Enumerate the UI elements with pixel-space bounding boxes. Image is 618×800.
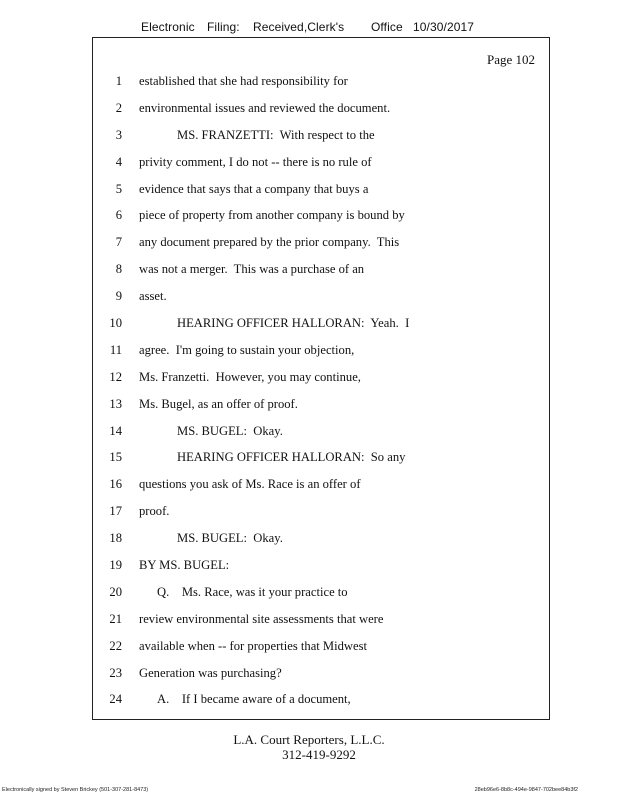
court-reporter-footer [0,732,618,762]
transcript-line [0,471,618,498]
transcript-line [0,149,618,176]
line-number: 16 [109,477,122,492]
line-number: 21 [109,611,122,626]
line-number: 6 [115,208,122,223]
transcript-line [0,418,618,445]
line-number: 1 [115,74,122,88]
line-number: 3 [115,127,122,142]
line-text: Ms. Franzetti. However, you may continue, [139,369,361,384]
transcript-line [0,122,618,149]
line-text: A. If I became aware of a document, [157,692,351,707]
line-text: privity comment, I do not -- there is no rule of [139,154,372,169]
transcript-line [0,176,618,203]
line-text: MS. BUGEL: Okay. [177,423,283,438]
transcript-line [0,202,618,229]
line-number: 11 [109,342,122,357]
transcript-line [0,606,618,633]
line-text: HEARING OFFICER HALLORAN: So any [177,450,406,465]
line-number: 12 [109,369,122,384]
line-text: BY MS. BUGEL: [139,558,230,573]
transcript-line [0,337,618,364]
line-number: 14 [109,423,122,438]
transcript-line [0,444,618,471]
transcript-body [0,68,618,713]
transcript-line [0,391,618,418]
filing-stamp-electronic: Electronic [141,20,195,34]
document-hash: 28eb96e6-8b8c-494e-9847-702bee84b3f2 [474,787,578,793]
line-text: HEARING OFFICER HALLORAN: Yeah. I [177,316,410,331]
line-number: 18 [109,531,122,546]
line-number: 24 [109,692,122,707]
line-text: environmental issues and reviewed the document. [139,100,391,115]
line-number: 13 [109,396,122,411]
line-text: Q. Ms. Race, was it your practice to [157,584,348,599]
transcript-line [0,660,618,687]
line-text: asset. [139,289,167,304]
filing-stamp-office: Office [371,20,403,34]
line-text: established that she had responsibility for [139,74,348,88]
page-number: Page 102 [487,52,536,67]
filing-stamp-date: 10/30/2017 [413,20,475,34]
line-number: 19 [109,558,122,573]
transcript-line [0,95,618,122]
line-text: was not a merger. This was a purchase of an [139,262,365,277]
transcript-line [0,283,618,310]
line-text: review environmental site assessments that were [139,611,384,626]
transcript-line [0,686,618,713]
reporter-company: L.A. Court Reporters, L.L.C. [233,732,385,747]
transcript-line [0,525,618,552]
filing-stamp-header [141,20,474,34]
transcript-line [0,498,618,525]
line-number: 23 [109,665,122,680]
line-number: 7 [115,235,122,250]
transcript-line [0,229,618,256]
line-text: Ms. Bugel, as an offer of proof. [139,396,298,411]
transcript-line [0,256,618,283]
line-number: 4 [115,154,122,169]
transcript-line [0,310,618,337]
transcript-line [0,68,618,95]
transcript-line [0,633,618,660]
line-number: 8 [115,262,122,277]
transcript-line [0,579,618,606]
transcript-line [0,552,618,579]
line-text: Generation was purchasing? [139,665,282,680]
line-number: 2 [115,100,122,115]
line-number: 15 [109,450,122,465]
electronic-signature-note: Electronically signed by Steven Brickey (501-307-281-8473) [2,787,149,793]
line-text: evidence that says that a company that buys a [139,181,369,196]
line-text: MS. FRANZETTI: With respect to the [177,127,375,142]
line-number: 20 [109,584,122,599]
line-text: agree. I'm going to sustain your objection, [139,342,355,357]
line-number: 10 [109,316,122,331]
line-text: available when -- for properties that Midwest [139,638,368,653]
line-number: 5 [115,181,122,196]
transcript-line [0,364,618,391]
line-text: any document prepared by the prior company. This [139,235,400,250]
line-text: MS. BUGEL: Okay. [177,531,283,546]
line-text: proof. [139,504,170,519]
filing-stamp-filing: Filing: [207,20,240,34]
line-number: 22 [109,638,122,653]
filing-stamp-received: Received,Clerk's [253,20,345,34]
line-text: piece of property from another company is bound by [139,208,405,223]
line-number: 9 [115,289,122,304]
line-text: questions you ask of Ms. Race is an offer of [139,477,361,492]
reporter-phone: 312-419-9292 [282,747,356,762]
line-number: 17 [109,504,122,519]
